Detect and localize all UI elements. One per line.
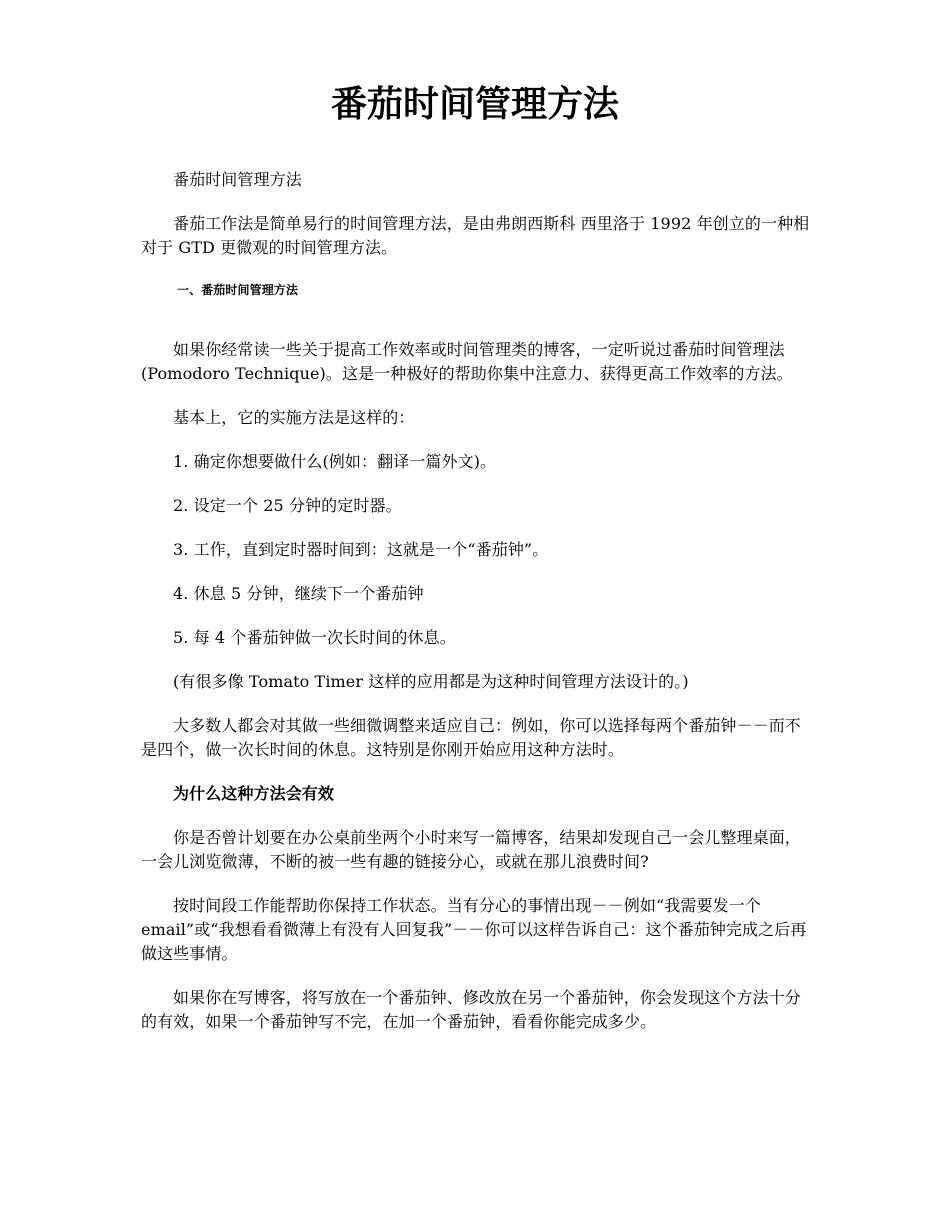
paragraph-distraction: 你是否曾计划要在办公桌前坐两个小时来写一篇博客，结果却发现自己一会儿整理桌面，一会儿浏览微薄，不断的被一些有趣的链接分心，或就在那儿浪费时间? — [141, 828, 801, 871]
document-body — [141, 168, 813, 1054]
paragraph-intro-heading: 番茄时间管理方法 — [173, 170, 302, 189]
section-heading-1: 一、番茄时间管理方法 — [177, 283, 299, 297]
list-item-step-2: 2. 设定一个 25 分钟的定时器。 — [173, 496, 402, 515]
document-title: 番茄时间管理方法 — [330, 84, 619, 125]
paragraph-apps-note: (有很多像 Tomato Timer 这样的应用都是为这种时间管理方法设计的。) — [173, 672, 689, 691]
list-item-step-5: 5. 每 4 个番茄钟做一次长时间的休息。 — [173, 628, 456, 647]
list-item-step-3: 3. 工作，直到定时器时间到：这就是一个“番茄钟”。 — [173, 540, 549, 559]
paragraph-focus: 按时间段工作能帮助你保持工作状态。当有分心的事情出现－－例如“我需要发一个 email”或“我想看看微薄上有没有人回复我”－－你可以这样告诉自己：这个番茄钟完成之后再做这些事情。 — [141, 896, 807, 963]
list-item-step-1: 1. 确定你想要做什么(例如：翻译一篇外文)。 — [173, 452, 497, 471]
paragraph-background: 如果你经常读一些关于提高工作效率或时间管理类的博客，一定听说过番茄时间管理法(Pomodoro Technique)。这是一种极好的帮助你集中注意力、获得更高工作效率的方法。 — [141, 340, 793, 383]
paragraph-method-intro: 基本上，它的实施方法是这样的： — [173, 408, 415, 427]
list-item-step-4: 4. 休息 5 分钟，继续下一个番茄钟 — [173, 584, 424, 603]
paragraph-blogging: 如果你在写博客，将写放在一个番茄钟、修改放在另一个番茄钟，你会发现这个方法十分的有效，如果一个番茄钟写不完，在加一个番茄钟，看看你能完成多少。 — [141, 988, 801, 1031]
paragraph-adjustment: 大多数人都会对其做一些细微调整来适应自己：例如，你可以选择每两个番茄钟－－而不是四个，做一次长时间的休息。这特别是你刚开始应用这种方法时。 — [141, 716, 801, 759]
paragraph-intro: 番茄工作法是简单易行的时间管理方法，是由弗朗西斯科 西里洛于 1992 年创立的一种相对于 GTD 更微观的时间管理方法。 — [141, 214, 810, 257]
section-heading-why: 为什么这种方法会有效 — [173, 784, 335, 803]
